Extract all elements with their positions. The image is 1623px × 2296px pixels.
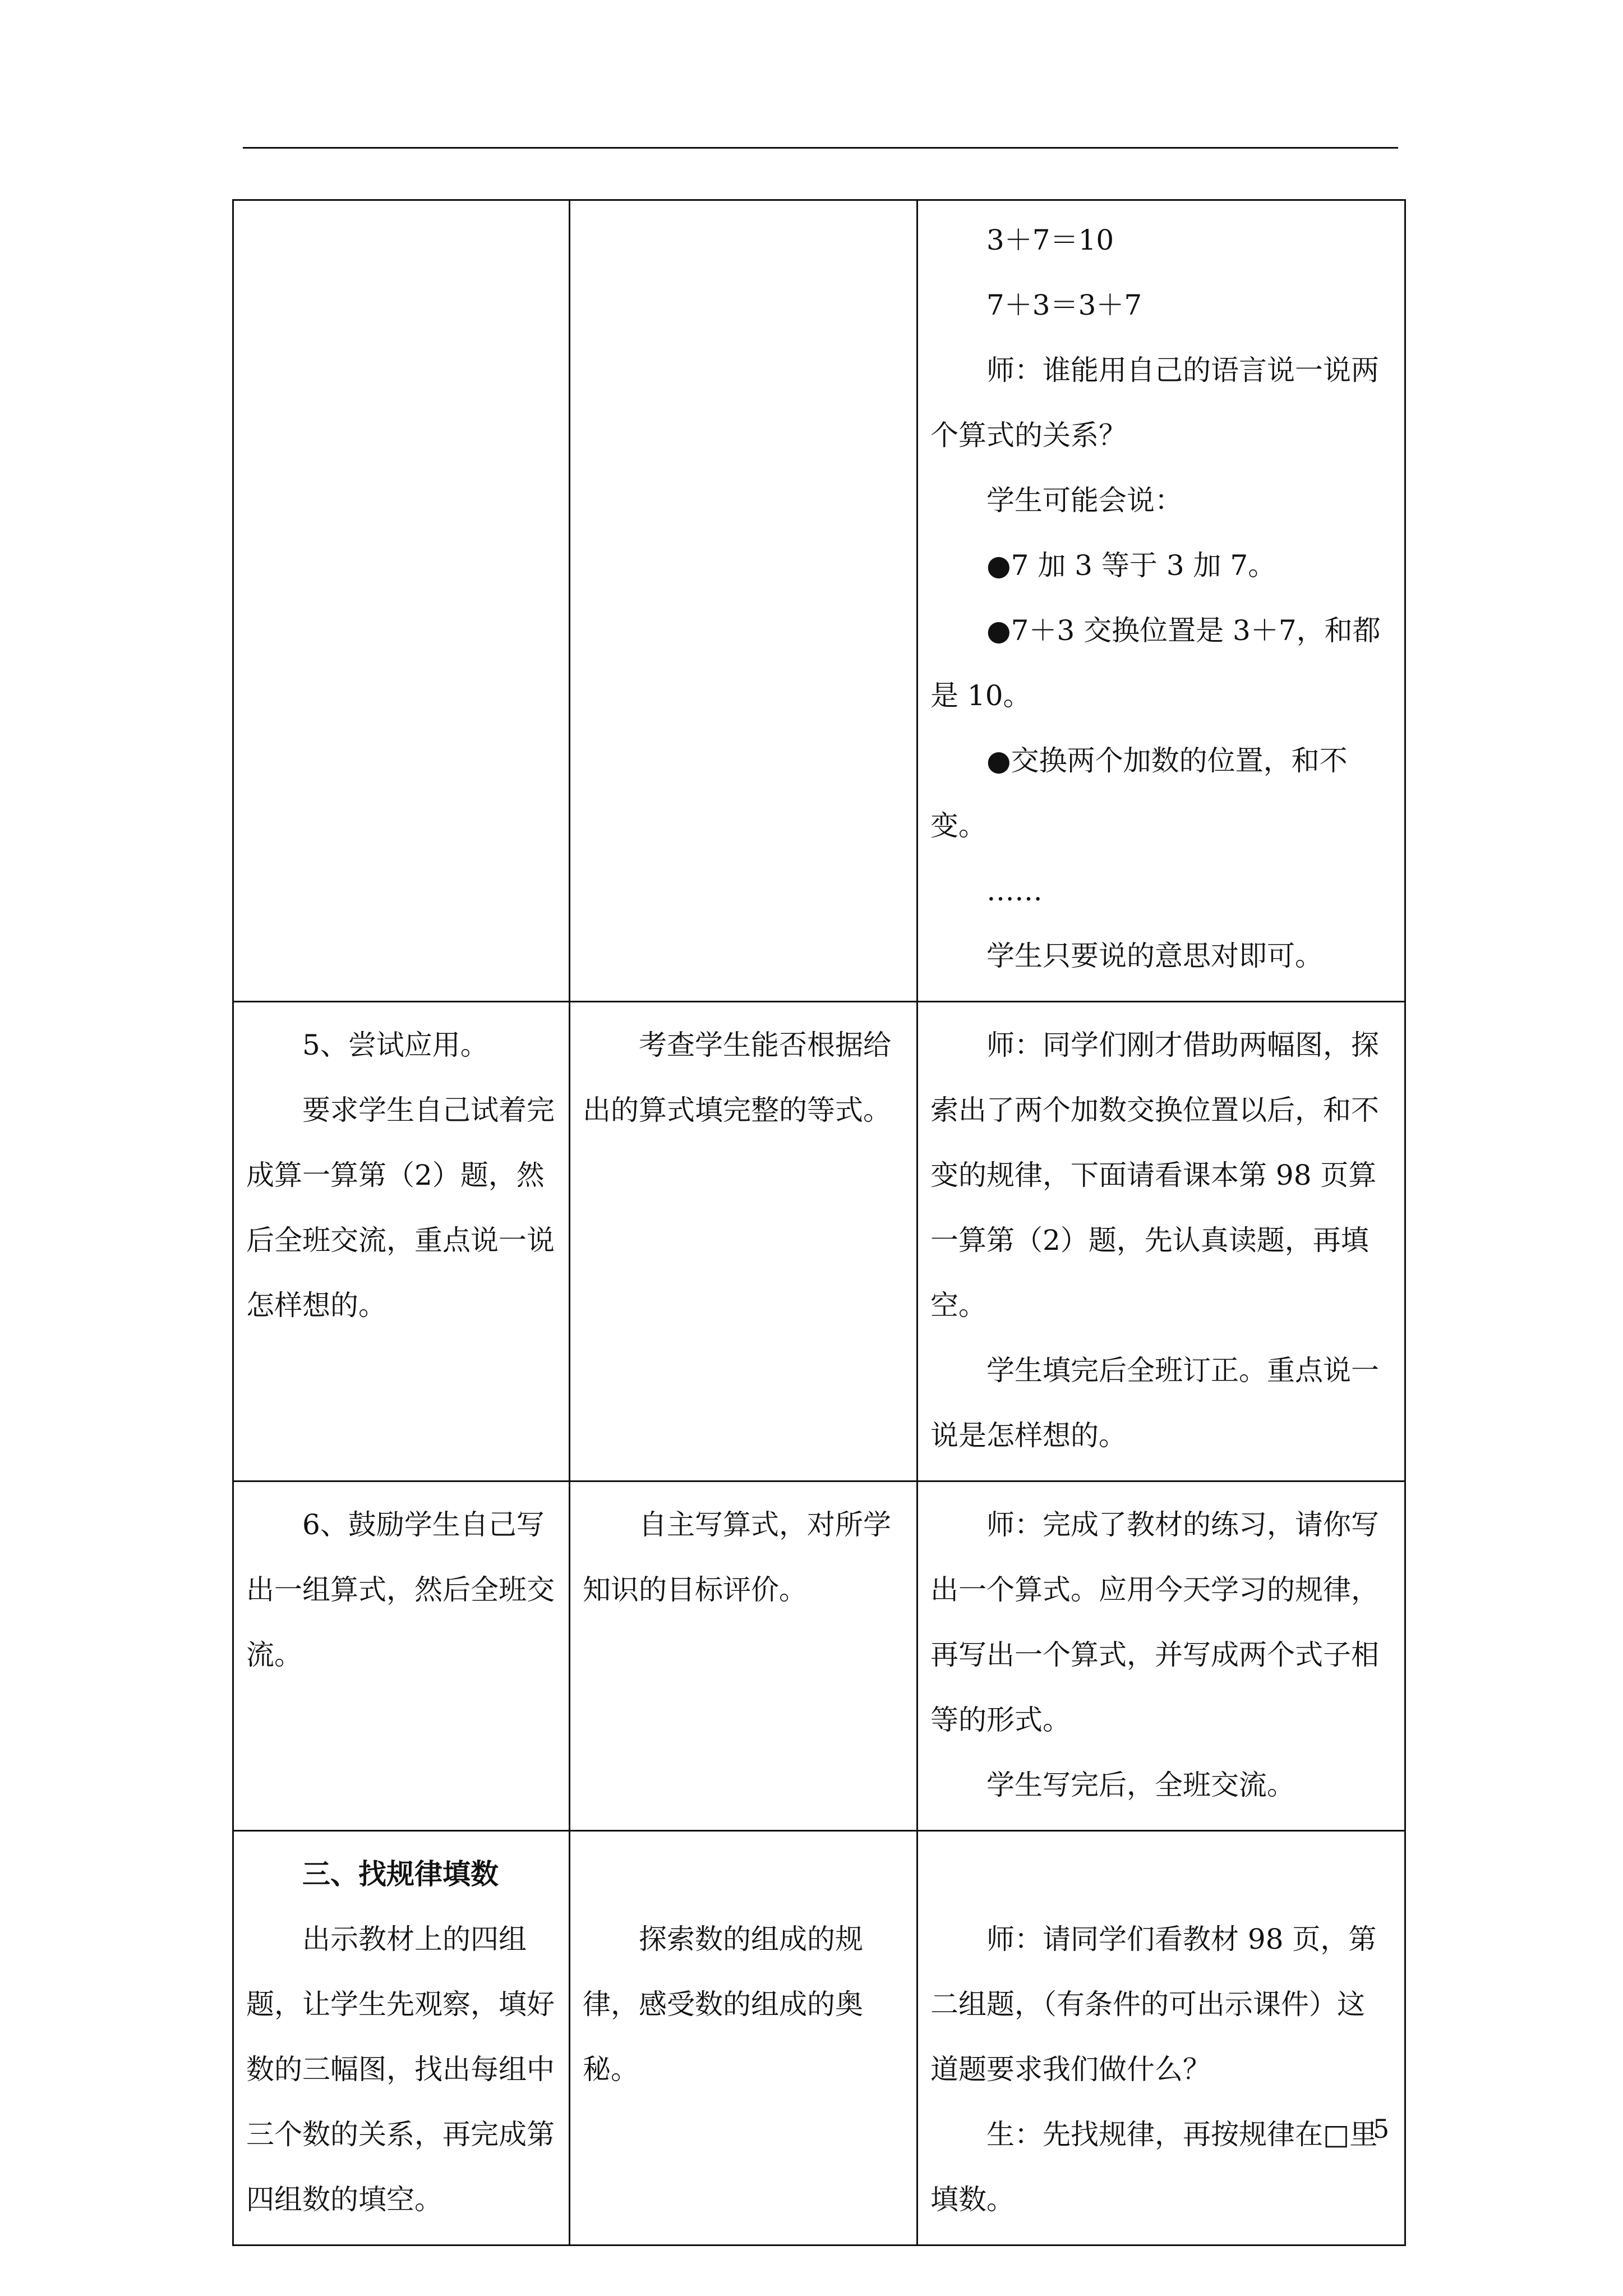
table-cell [233,200,570,1002]
paragraph: 自主写算式，对所学知识的目标评价。 [583,1508,891,1606]
paragraph: 师：同学们刚才借助两幅图，探索出了两个加数交换位置以后，和不变的规律，下面请看课本第 98 页算一算第（2）题，先认真读题，再填空。 [930,1029,1379,1322]
lesson-table [232,199,1406,2246]
table-cell [917,200,1405,1002]
paragraph: 师：完成了教材的练习，请你写出一个算式。应用今天学习的规律，再写出一个算式，并写成两个式子相等的形式。 [930,1508,1379,1736]
table-row [233,1481,1405,1831]
paragraph: ●交换两个加数的位置，和不变。 [930,744,1348,842]
header-rule [243,147,1398,149]
table-row [233,200,1405,1002]
table-cell [570,1481,917,1831]
table-cell [570,1002,917,1481]
paragraph: 生：先找规律，再按规律在□里填数。 [930,2118,1378,2216]
paragraph: 师：谁能用自己的语言说一说两个算式的关系？ [930,354,1379,452]
table-cell [917,1831,1405,2246]
paragraph: 学生可能会说： [986,484,1183,517]
table-cell [233,1002,570,1481]
table-cell [233,1481,570,1831]
paragraph: 出示教材上的四组题，让学生先观察，填好数的三幅图，找出每组中三个数的关系，再完成第四组数的填空。 [246,1923,555,2216]
paragraph: 7＋3＝3＋7 [986,289,1142,321]
table-cell [570,200,917,1002]
table-cell [917,1481,1405,1831]
paragraph: 考查学生能否根据给出的算式填完整的等式。 [583,1029,891,1126]
paragraph: …… [986,875,1043,907]
paragraph: 5、尝试应用。 [302,1029,488,1061]
table-cell [917,1002,1405,1481]
paragraph: 要求学生自己试着完成算一算第（2）题，然后全班交流，重点说一说怎样想的。 [246,1094,555,1322]
table-row [233,1831,1405,2246]
section-heading: 三、找规律填数 [302,1857,499,1890]
paragraph: ●7 加 3 等于 3 加 7。 [986,549,1276,582]
paragraph: 3＋7＝10 [986,224,1114,256]
paragraph: 师：请同学们看教材 98 页，第二组题，（有条件的可出示课件）这道题要求我们做什么？ [930,1923,1377,2086]
paragraph: 学生填完后全班订正。重点说一说是怎样想的。 [930,1354,1379,1452]
paragraph: 学生只要说的意思对即可。 [986,940,1323,972]
page-number: 5 [1373,2114,1390,2144]
paragraph: 学生写完后，全班交流。 [986,1769,1295,1801]
paragraph: 探索数的组成的规律，感受数的组成的奥秘。 [583,1923,863,2086]
table-cell [233,1831,570,2246]
table-row [233,1002,1405,1481]
table-cell [570,1831,917,2246]
paragraph: ●7＋3 交换位置是 3＋7，和都是 10。 [930,614,1381,712]
paragraph: 6、鼓励学生自己写出一组算式，然后全班交流。 [246,1508,555,1671]
